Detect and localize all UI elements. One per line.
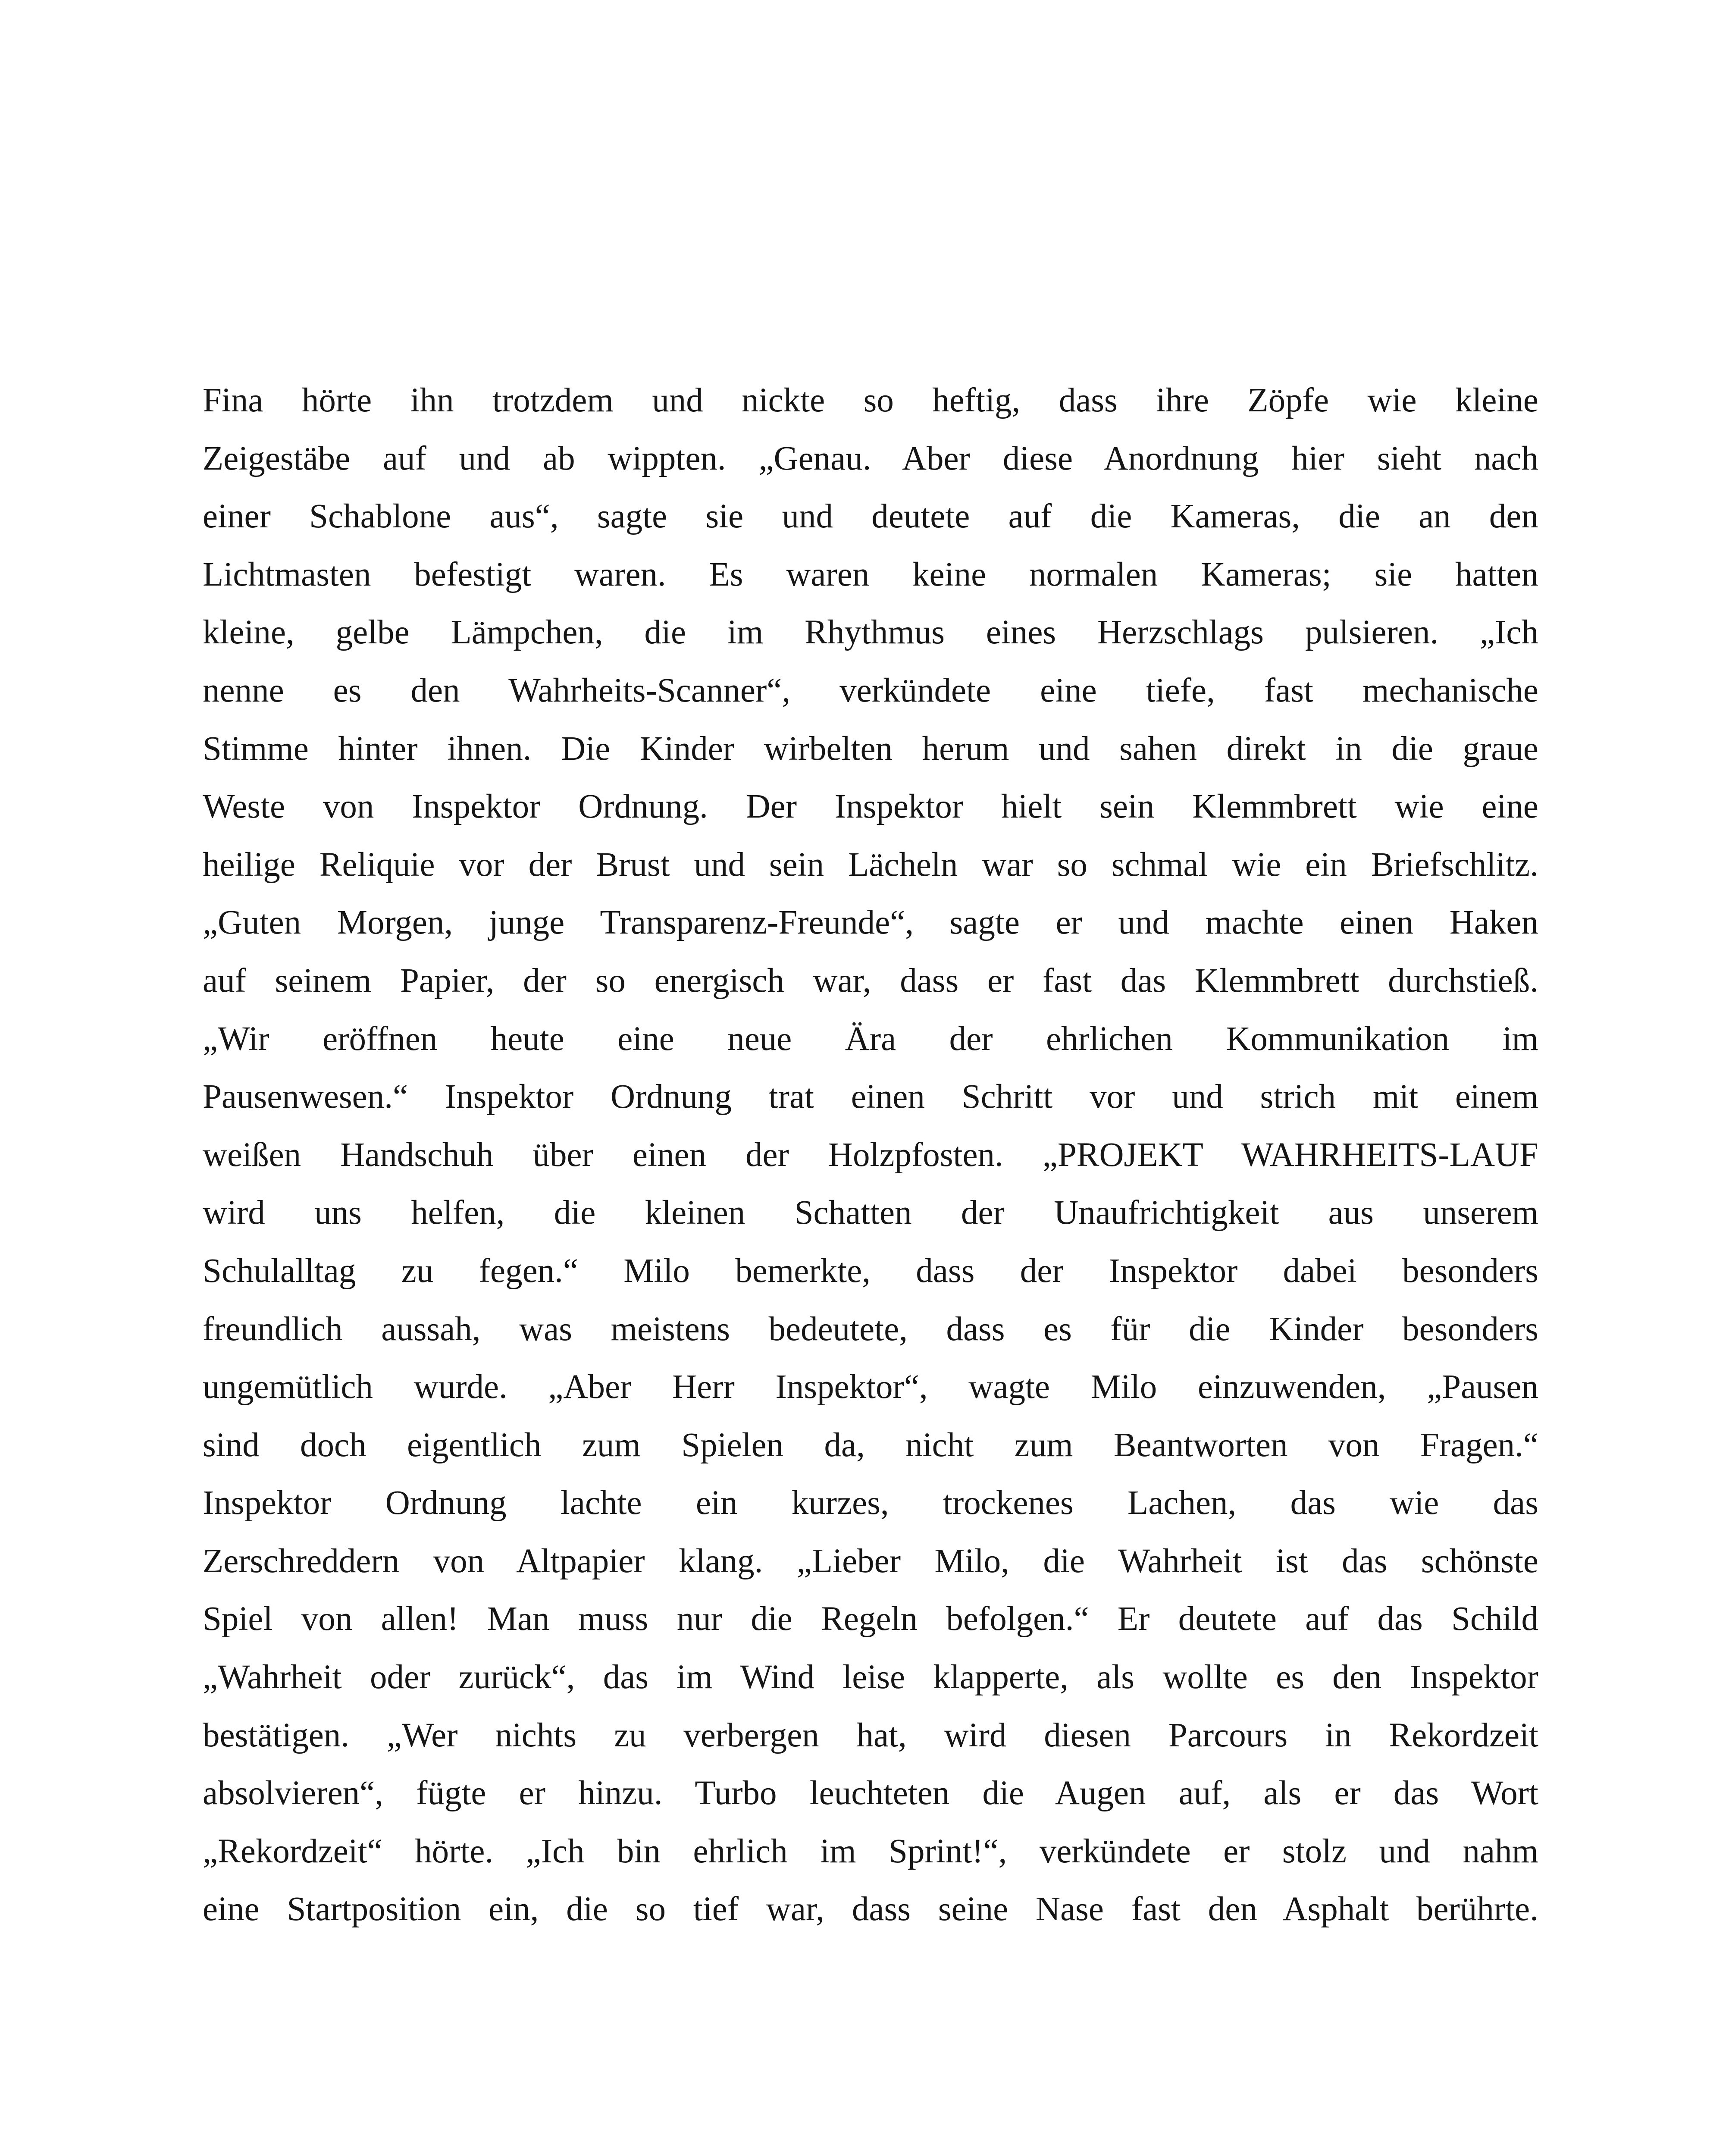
paragraph-line: einer Schablone aus“, sagte sie und deutete auf die Kameras, die an den <box>203 498 1538 536</box>
paragraph-line: Stimme hinter ihnen. Die Kinder wirbelten herum und sahen direkt in die graue <box>203 730 1538 768</box>
paragraph-line: weißen Handschuh über einen der Holzpfosten. „PROJEKT WAHRHEITS-LAUF <box>203 1136 1538 1174</box>
paragraph-line: auf seinem Papier, der so energisch war, dass er fast das Klemmbrett durchstieß. <box>203 962 1538 1000</box>
paragraph-line: Fina hörte ihn trotzdem und nickte so heftig, dass ihre Zöpfe wie kleine <box>203 382 1538 419</box>
paragraph-line: eine Startposition ein, die so tief war, dass seine Nase fast den Asphalt berührte. <box>203 1890 1538 1928</box>
paragraph-line: Inspektor Ordnung lachte ein kurzes, trockenes Lachen, das wie das <box>203 1484 1538 1522</box>
paragraph-line: „Wir eröffnen heute eine neue Ära der ehrlichen Kommunikation im <box>203 1020 1538 1058</box>
paragraph-line: Lichtmasten befestigt waren. Es waren keine normalen Kameras; sie hatten <box>203 555 1538 593</box>
paragraph-line: Zeigestäbe auf und ab wippten. „Genau. Aber diese Anordnung hier sieht nach <box>203 439 1538 477</box>
paragraph-line: freundlich aussah, was meistens bedeutete, dass es für die Kinder besonders <box>203 1310 1538 1348</box>
paragraph-line: „Wahrheit oder zurück“, das im Wind leise klapperte, als wollte es den Inspektor <box>203 1658 1538 1696</box>
paragraph-line: Weste von Inspektor Ordnung. Der Inspektor hielt sein Klemmbrett wie eine <box>203 788 1538 826</box>
paragraph-line: „Guten Morgen, junge Transparenz-Freunde“, sagte er und machte einen Haken <box>203 904 1538 942</box>
paragraph-line: nenne es den Wahrheits-Scanner“, verkündete eine tiefe, fast mechanische <box>203 671 1538 709</box>
paragraph-line: heilige Reliquie vor der Brust und sein Lächeln war so schmal wie ein Briefschlitz. <box>203 846 1538 884</box>
paragraph-line: Zerschreddern von Altpapier klang. „Lieber Milo, die Wahrheit ist das schönste <box>203 1542 1538 1580</box>
paragraph-line: absolvieren“, fügte er hinzu. Turbo leuchteten die Augen auf, als er das Wort <box>203 1774 1538 1812</box>
paragraph-line: ungemütlich wurde. „Aber Herr Inspektor“, wagte Milo einzuwenden, „Pausen <box>203 1368 1538 1406</box>
paragraph-line: Schulalltag zu fegen.“ Milo bemerkte, dass der Inspektor dabei besonders <box>203 1252 1538 1290</box>
paragraph-line: Pausenwesen.“ Inspektor Ordnung trat einen Schritt vor und strich mit einem <box>203 1078 1538 1116</box>
paragraph-line: wird uns helfen, die kleinen Schatten der Unaufrichtigkeit aus unserem <box>203 1194 1538 1232</box>
paragraph-line: Spiel von allen! Man muss nur die Regeln befolgen.“ Er deutete auf das Schild <box>203 1600 1538 1638</box>
body-paragraph <box>203 372 1538 1939</box>
paragraph-line: „Rekordzeit“ hörte. „Ich bin ehrlich im Sprint!“, verkündete er stolz und nahm <box>203 1832 1538 1870</box>
paragraph-line: sind doch eigentlich zum Spielen da, nicht zum Beantworten von Fragen.“ <box>203 1426 1538 1464</box>
paragraph-line: kleine, gelbe Lämpchen, die im Rhythmus eines Herzschlags pulsieren. „Ich <box>203 614 1538 652</box>
paragraph-line: bestätigen. „Wer nichts zu verbergen hat, wird diesen Parcours in Rekordzeit <box>203 1716 1538 1754</box>
